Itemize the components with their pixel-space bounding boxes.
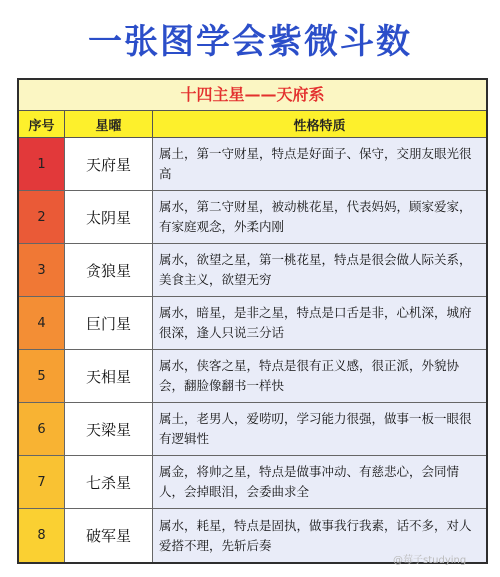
row-star-name: 破军星 [65,509,153,562]
row-trait [153,244,486,296]
row-trait-text: 属水，欲望之星，第一桃花星，特点是很会做人际关系，美食主义，欲望无穷 [159,252,472,287]
table-row [19,138,486,191]
row-index: 3 [19,244,65,296]
table-row [19,191,486,244]
header-index: 序号 [19,111,65,137]
row-index: 6 [19,403,65,455]
table-body [19,138,486,562]
row-star-name: 七杀星 [65,456,153,508]
row-trait [153,403,486,455]
header-trait: 性格特质 [293,118,346,134]
row-index: 1 [19,138,65,190]
row-trait [153,138,486,190]
row-star-name: 巨门星 [65,297,153,349]
table-row [19,403,486,456]
row-star-name: 天府星 [65,138,153,190]
row-trait [153,297,486,349]
row-trait-text: 属土，第一守财星，特点是好面子、保守，交朋友眼光很高 [159,146,472,181]
watermark: @莓子studying [393,555,467,566]
row-index: 7 [19,456,65,508]
row-trait-text: 属水，侠客之星，特点是很有正义感，很正派，外貌协会，翻脸像翻书一样快 [159,358,460,393]
row-index: 4 [19,297,65,349]
page-title: 一张图学会紫微斗数 [88,22,412,62]
row-index: 8 [19,509,65,562]
row-trait-text: 属金，将帅之星，特点是做事冲动、有慈悲心，会同情人，会掉眼泪，会委曲求全 [159,464,460,499]
table-header [19,111,486,138]
row-trait-text: 属水，第二守财星，被动桃花星，代表妈妈，顾家爱家，有家庭观念，外柔内刚 [159,199,472,234]
table-row [19,244,486,297]
row-star-name: 天梁星 [65,403,153,455]
section-title: 十四主星——天府系 [19,80,486,111]
stars-table [17,78,488,564]
row-trait-text: 属水，暗星，是非之星，特点是口舌是非，心机深，城府很深，逢人只说三分话 [159,305,472,340]
row-trait [153,350,486,402]
row-trait-text: 属土，老男人，爱唠叨，学习能力很强，做事一板一眼很有逻辑性 [159,411,472,446]
row-index: 2 [19,191,65,243]
row-trait-text: 属水，耗星，特点是固执，做事我行我素，话不多，对人爱搭不理，先斩后奏 [159,517,472,553]
row-star-name: 太阴星 [65,191,153,243]
table-row [19,350,486,403]
header-star: 星曜 [65,111,153,137]
row-star-name: 天相星 [65,350,153,402]
table-row [19,297,486,350]
row-trait [153,191,486,243]
row-trait [153,456,486,508]
row-star-name: 贪狼星 [65,244,153,296]
table-row [19,456,486,509]
row-index: 5 [19,350,65,402]
